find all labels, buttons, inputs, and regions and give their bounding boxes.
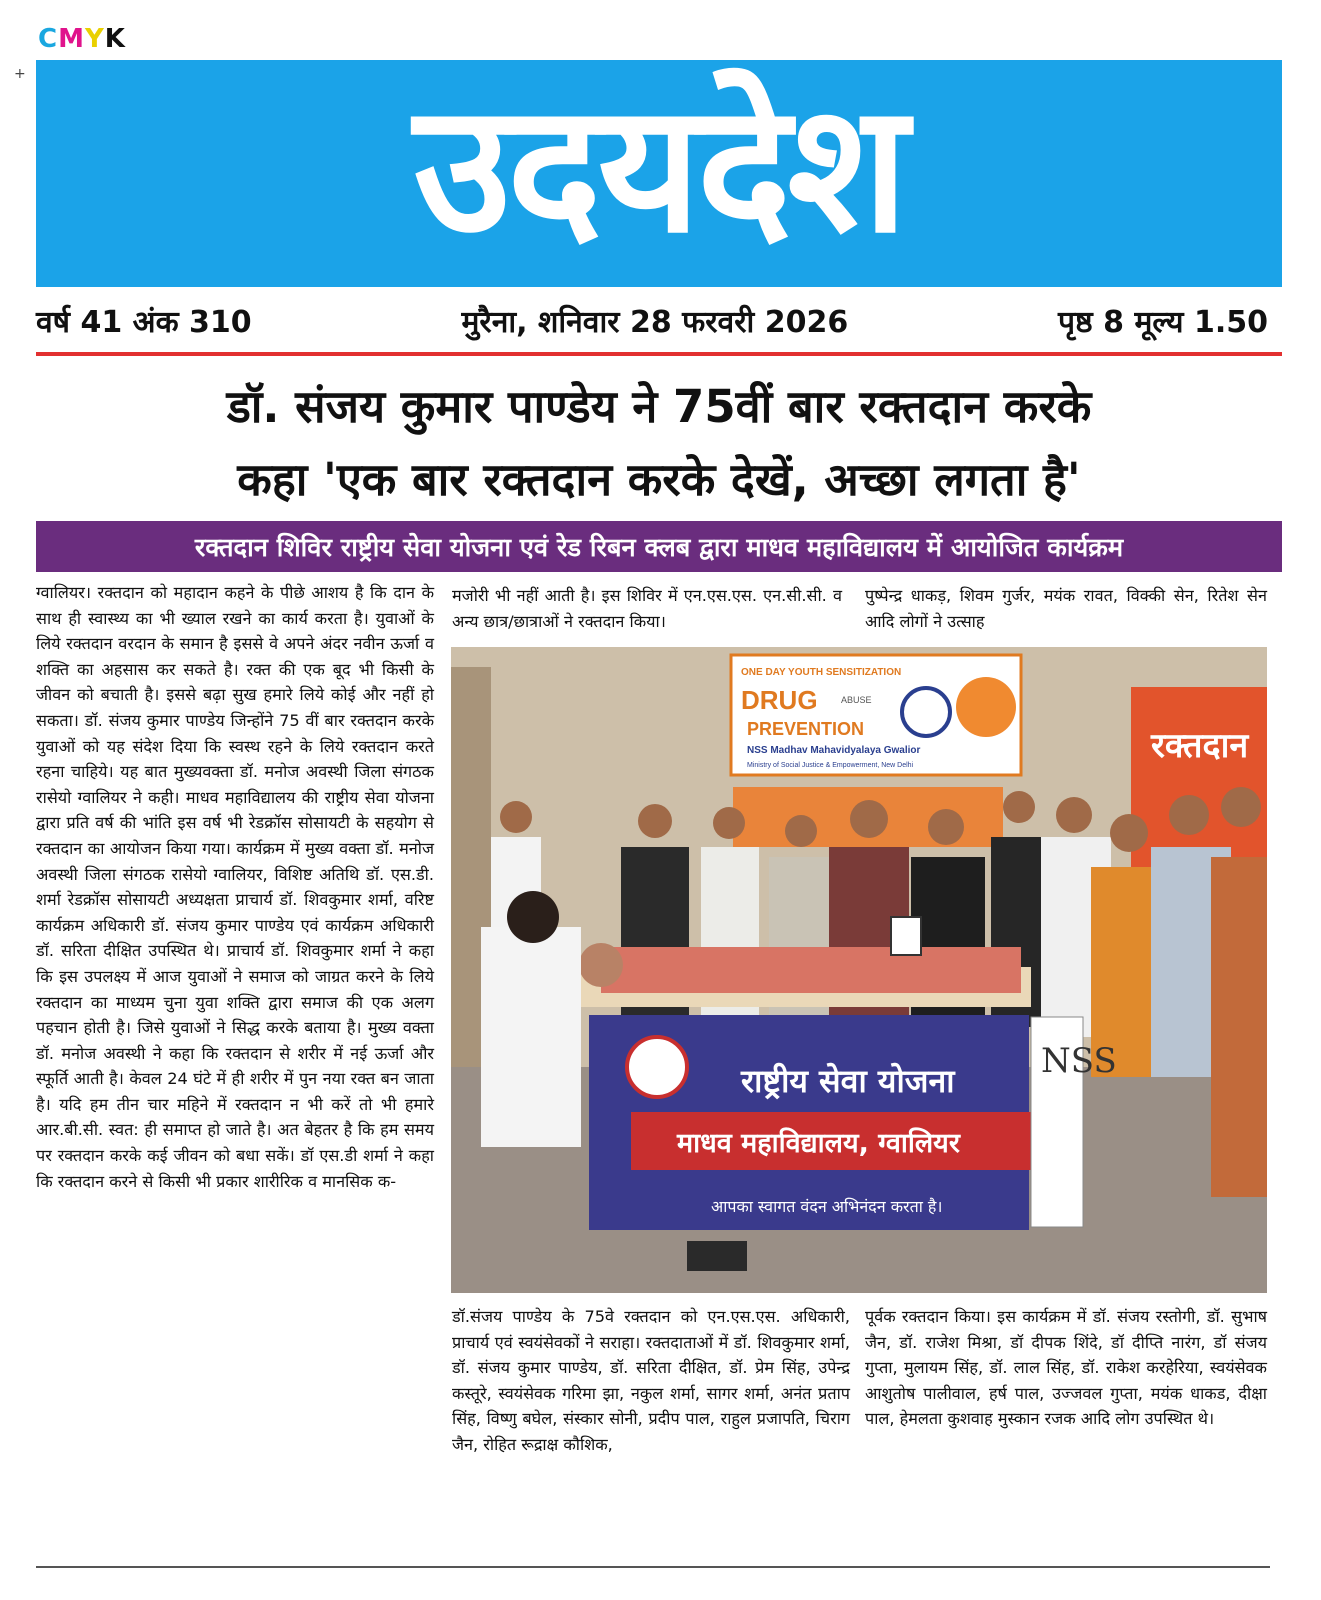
article-column-1: ग्वालियर। रक्तदान को महादान कहने के पीछे आशय है कि दान के साथ ही स्वास्थ्य का भी ख्याल रखने का कार्य करता है। युवाओं के लिये रक्तदान वरदान के समान है इससे वे अपने अंदर नवीन ऊर्जा व शक्ति का अहसास कर सकते है। रक्त की एक बूद भी किसी के जीवन को बचाती है। इससे बढ़ा सुख हमारे लिये कोई और नहीं हो सकता। डॉ. संजय कुमार पाण्डेय जिन्होंने 75 वीं बार रक्तदान करके युवाओं को यह संदेश दिया कि स्वस्थ रहने के लिये रक्तदान करते रहना चाहिये। यह बात मुख्यवक्ता डॉ. मनोज अवस्थी जिला संगठक रासेयो ग्वालियर ने कही। माधव महाविद्यालय की राष्ट्रीय सेवा योजना द्वारा प्रति वर्ष की भांति इस वर्ष भी रेडक्रॉस सोसायटी के सहयोग से रक्तदान का आयोजन किया गया। कार्यक्रम में मुख्य वक्ता डॉ. मनोज अवस्थी जिला संगठक रासेयो ग्वालियर, विशिष्ट अतिथि डॉ. एस.डी. शर्मा रेडक्रॉस सोसायटी अध्यक्षता प्राचार्य डॉ. शिवकुमार शर्मा, वरिष्ट कार्यक्रम अधिकारी डॉ. संजय कुमार पाण्डेय एवं कार्यक्रम अधिकारी डॉ. सरिता दीक्षित उपस्थित थे। प्राचार्य डॉ. शिवकुमार शर्मा ने कहा कि इस उपलक्ष्य में आज युवाओं ने समाज को जाग्रत करने के लिये रक्तदान का माध्यम चुना युवा शक्ति द्वारा समाज की एक अलग पहचान होती है। जिसे युवाओं ने सिद्ध करके बताया है। मुख्य वक्ता डॉ. मनोज अवस्थी ने कहा कि रक्तदान से शरीर में नई ऊर्जा और स्फूर्ति आती है। केवल 24 घंटे में ही शरीर में पुन नया रक्त बन जाता है। यदि हम तीन चार महिने में रक्तदान न भी करें तो भी हमारे आर.बी.सी. स्वत: ही समाप्त हो जाते है। अत बेहतर है कि हम समय पर रक्तदान करके कई जीवन को बधा सकें। डॉ एस.डी शर्मा ने कहा कि रक्तदान करने से किसी भी प्रकार शारीरिक व मानसिक क- <box>36 583 434 1191</box>
article-column-2: मजोरी भी नहीं आती है। इस शिविर में एन.एस.एस. एन.सी.सी. व अन्य छात्र/छात्राओं ने रक्तदान किया। <box>452 586 842 631</box>
svg-text:राष्ट्रीय सेवा योजना: राष्ट्रीय सेवा योजना <box>741 1062 955 1100</box>
svg-text:आपका स्वागत वंदन अभिनंदन करता: आपका स्वागत वंदन अभिनंदन करता है। <box>711 1197 943 1216</box>
place-date: मुरैना, शनिवार 28 फरवरी 2026 <box>461 305 849 340</box>
page-price: पृष्ठ 8 मूल्य 1.50 <box>1058 305 1268 340</box>
masthead <box>36 60 1282 287</box>
divider <box>36 352 1282 356</box>
svg-text:ONE DAY YOUTH SENSITIZATION: ONE DAY YOUTH SENSITIZATION <box>741 667 902 678</box>
headline <box>36 370 1282 516</box>
print-mark: CMYK <box>38 24 126 54</box>
subheadline: रक्तदान शिविर राष्ट्रीय सेवा योजना एवं रेड रिबन क्लब द्वारा माधव महाविद्यालय में आयोजित कार्यक्रम <box>194 532 1124 563</box>
issue-number: वर्ष 41 अंक 310 <box>36 305 252 340</box>
headline-line-1: डॉ. संजय कुमार पाण्डेय ने 75वीं बार रक्तदान करके <box>226 380 1092 433</box>
svg-text:NSS Madhav Mahavidyalaya Gwali: NSS Madhav Mahavidyalaya Gwalior <box>747 745 921 756</box>
bottom-divider <box>36 1566 1270 1568</box>
article-column-3: पुष्पेन्द्र धाकड़, शिवम गुर्जर, मयंक रावत, विक्की सेन, रितेश सेन आदि लोगों ने उत्साह <box>865 586 1267 631</box>
article-column-5: पूर्वक रक्तदान किया। इस कार्यक्रम में डॉ. संजय रस्तोगी, डॉ. सुभाष जैन, डॉ. राजेश मिश्रा, डॉ दीपक शिंदे, डॉ दीप्ति नारंग, डॉ संजय गुप्ता, मुलायम सिंह, डॉ. लाल सिंह, डॉ. राकेश करहेरिया, स्वयंसेवक आशुतोष पालीवाल, हर्ष पाल, उज्जवल गुप्ता, मयंक धाकड, दीक्षा पाल, हेमलता कुशवाह मुस्कान रजक आदि लोग उपस्थित थे। <box>865 1307 1267 1429</box>
headline-line-2: कहा 'एक बार रक्तदान करके देखें, अच्छा लगता है' <box>237 453 1081 506</box>
news-photo <box>451 647 1267 1293</box>
article-column-4: डॉ.संजय पाण्डेय के 75वे रक्तदान को एन.एस.एस. अधिकारी, प्राचार्य एवं स्वयंसेवकों ने सराहा। रक्तदाताओं में डॉ. शिवकुमार शर्मा, डॉ. संजय कुमार पाण्डेय, डॉ. सरिता दीक्षित, डॉ. प्रेम सिंह, उपेन्द्र कस्तूरे, स्वयंसेवक गरिमा झा, नकुल शर्मा, सागर शर्मा, अनंत प्रताप सिंह, विष्णु बघेल, संस्कार सोनी, प्रदीप पाल, राहुल प्रजापति, चिराग जैन, रोहित रूद्राक्ष कौशिक, <box>452 1307 850 1454</box>
svg-text:PREVENTION: PREVENTION <box>747 719 865 739</box>
svg-text:माधव महाविद्यालय, ग्वालियर: माधव महाविद्यालय, ग्वालियर <box>677 1128 960 1159</box>
svg-text:रक्तदान: रक्तदान <box>1151 726 1249 766</box>
registration-mark-icon: + <box>14 66 26 82</box>
svg-text:NSS: NSS <box>1041 1041 1117 1081</box>
newspaper-title: उदयदेश <box>413 64 905 272</box>
blood-donation-photo <box>451 647 1267 1293</box>
svg-text:Ministry of Social Justice & E: Ministry of Social Justice & Empowerment, New Delhi <box>747 762 914 769</box>
subheadline-bar <box>36 521 1282 572</box>
dateline <box>36 300 1268 341</box>
svg-text:DRUG: DRUG <box>741 685 818 715</box>
drug-prevention-banner <box>731 655 1021 775</box>
svg-text:ABUSE: ABUSE <box>841 695 872 705</box>
